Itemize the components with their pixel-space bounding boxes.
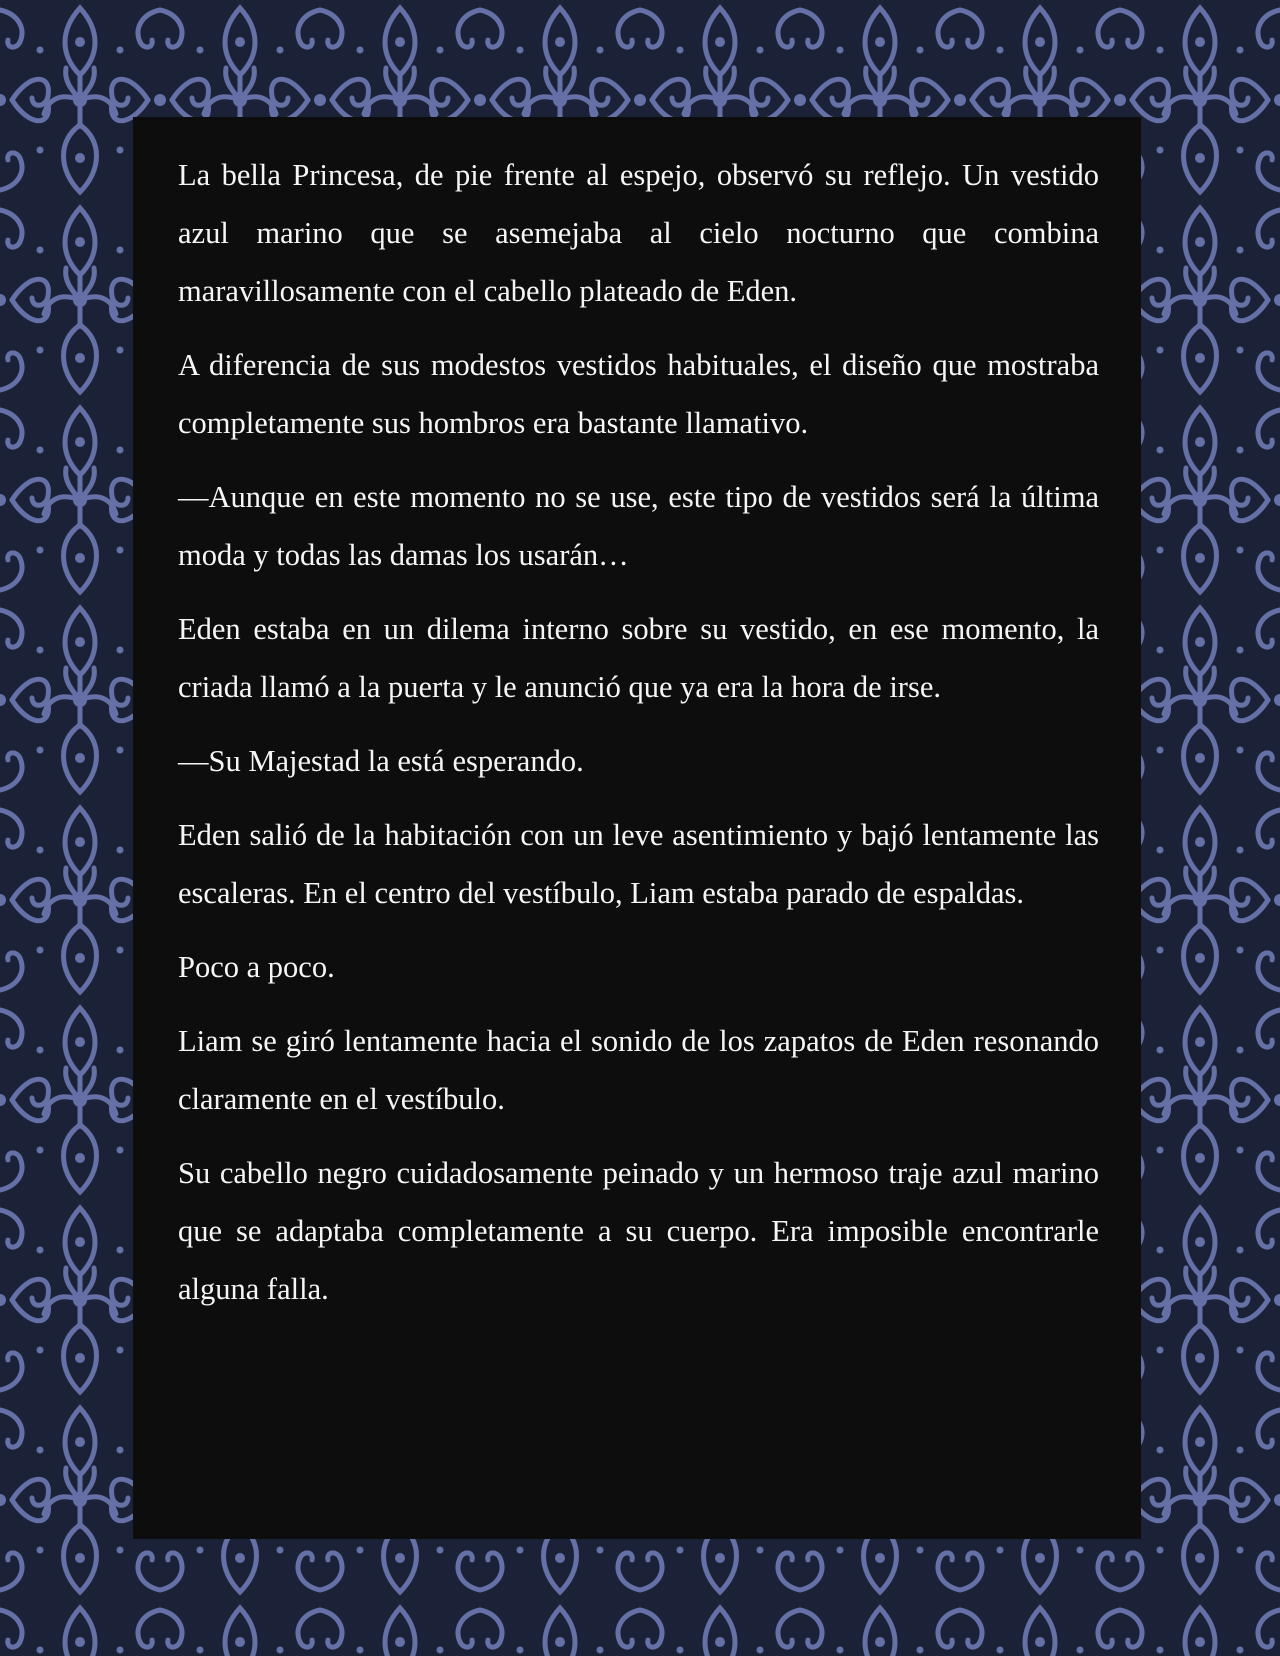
story-paragraph: La bella Princesa, de pie frente al espejo, observó su reflejo. Un vestido azul marino que se asemejaba al cielo nocturno que combina maravillosamente con el cabello plateado de Eden. <box>178 158 1099 308</box>
story-paragraph: Poco a poco. <box>178 950 335 984</box>
story-paragraph: Liam se giró lentamente hacia el sonido de los zapatos de Eden resonando claramente en el vestíbulo. <box>178 1024 1099 1116</box>
story-paragraph: Eden estaba en un dilema interno sobre su vestido, en ese momento, la criada llamó a la puerta y le anunció que ya era la hora de irse. <box>178 612 1099 704</box>
story-paragraph: —Aunque en este momento no se use, este tipo de vestidos será la última moda y todas las damas los usarán… <box>178 480 1099 572</box>
story-paragraph: A diferencia de sus modestos vestidos habituales, el diseño que mostraba completamente sus hombros era bastante llamativo. <box>178 348 1099 440</box>
story-paragraph: —Su Majestad la está esperando. <box>178 744 584 778</box>
story-paragraph: Su cabello negro cuidadosamente peinado y un hermoso traje azul marino que se adaptaba completamente a su cuerpo. Era imposible encontrarle alguna falla. <box>178 1156 1099 1306</box>
text-panel <box>133 117 1141 1539</box>
story-paragraph: Eden salió de la habitación con un leve asentimiento y bajó lentamente las escaleras. En el centro del vestíbulo, Liam estaba parado de espaldas. <box>178 818 1099 910</box>
